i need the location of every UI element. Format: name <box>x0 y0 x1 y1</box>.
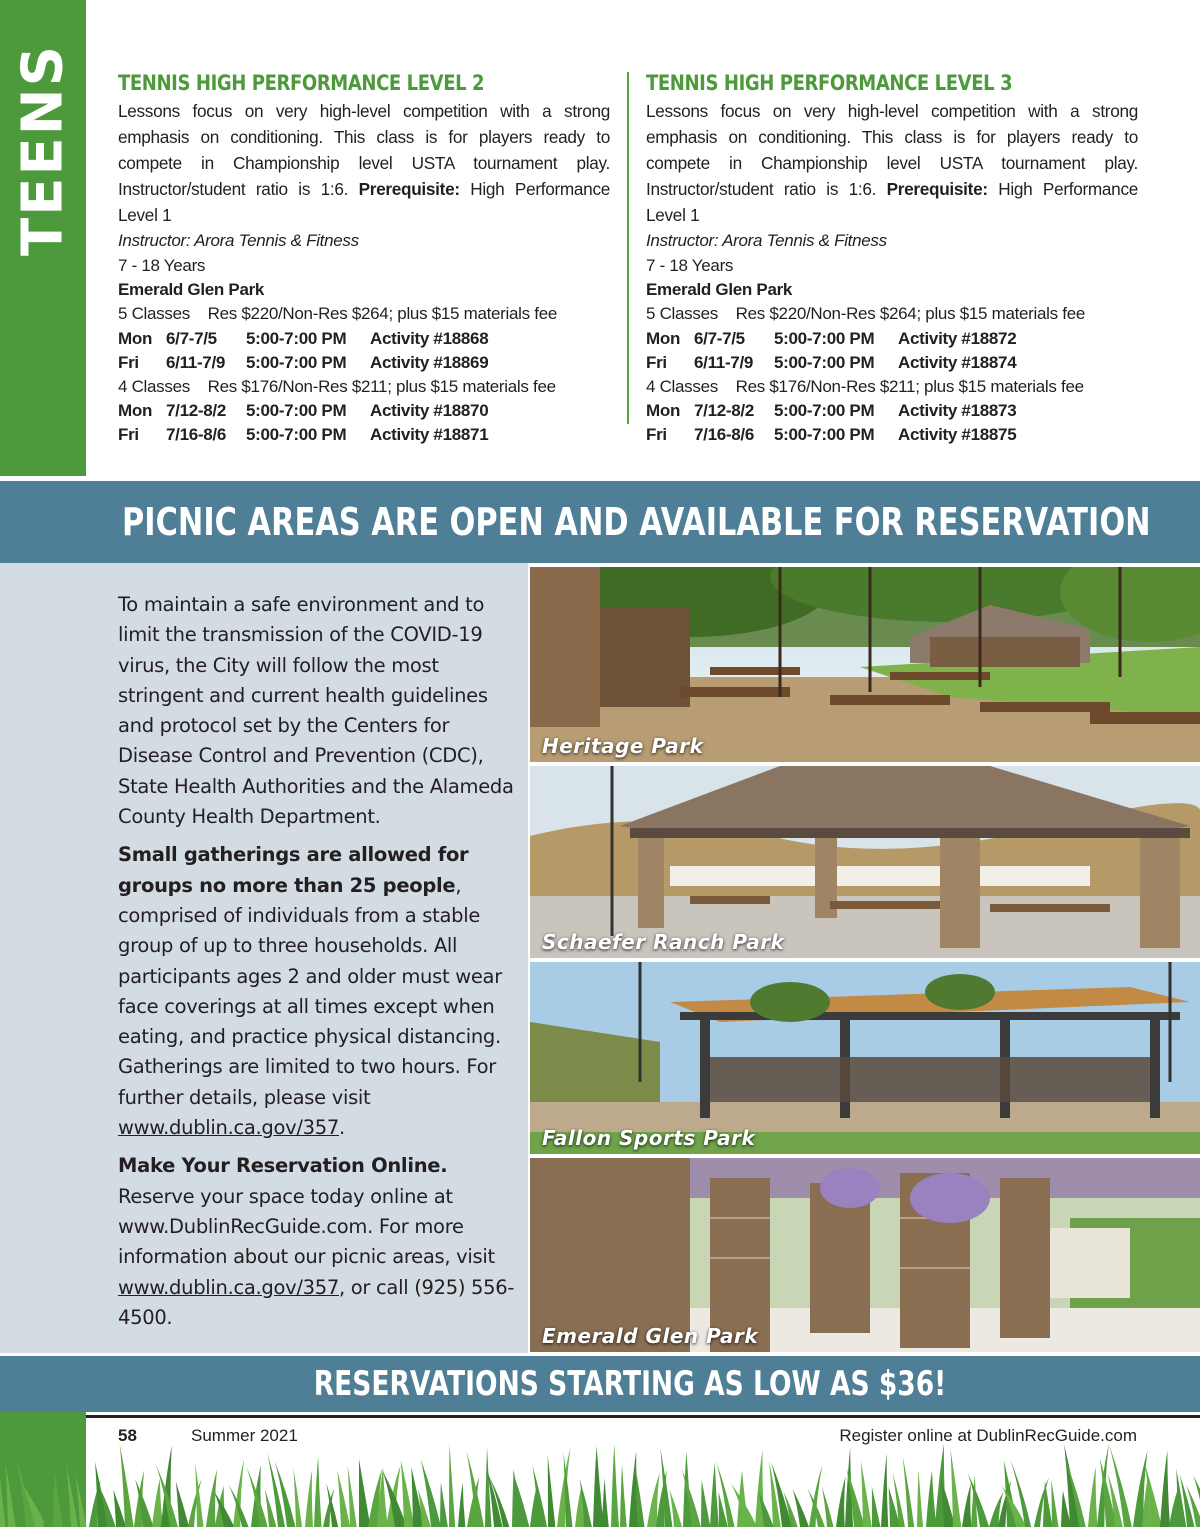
schedule-activity: Activity #18874 <box>898 352 1017 372</box>
photo-caption: Schaefer Ranch Park <box>542 930 785 954</box>
course-location: Emerald Glen Park <box>118 280 265 300</box>
schedule-time: 5:00-7:00 PM <box>774 425 875 445</box>
page-number: 58 <box>118 1426 137 1445</box>
pricing-banner-title: RESERVATIONS STARTING AS LOW AS $36! <box>313 1364 947 1404</box>
footer-register: Register online at DublinRecGuide.com <box>839 1426 1137 1445</box>
schedule-row <box>118 351 610 375</box>
schedule-activity: Activity #18872 <box>898 328 1017 348</box>
schaefer-ranch-park-photo <box>530 766 1200 958</box>
schedule-time: 5:00-7:00 PM <box>246 401 347 421</box>
schedule-row <box>646 423 1138 447</box>
course-ages: 7 - 18 Years <box>118 256 206 275</box>
safety-paragraph: To maintain a safe environment and to limit the transmission of the COVID-19 virus, the City will follow the most stringent and current health guidelines and protocol set by the Centers for Disease Control and Prevention (CDC), State Health Authorities and the Alameda County Health Department. <box>118 593 514 829</box>
footer-season: Summer 2021 <box>191 1426 298 1445</box>
banner-title: PICNIC AREAS ARE OPEN AND AVAILABLE FOR RESERVATION <box>122 500 1151 544</box>
description-text: Lessons focus on very high-level competition with a strong emphasis on conditioning. This class is for players ready to compete in Championship level USTA tournament play. Instructor/student ratio is 1:6. <box>118 101 610 199</box>
course-level-3 <box>646 68 1138 448</box>
column-divider <box>627 72 629 424</box>
schedule-activity: Activity #18869 <box>370 352 489 372</box>
course-description <box>118 98 610 228</box>
schedule-row <box>646 327 1138 351</box>
schedule-row <box>646 399 1138 423</box>
session-fee: 5 Classes Res $220/Non-Res $264; plus $15 materials fee <box>118 304 558 324</box>
course-title: TENNIS HIGH PERFORMANCE LEVEL 3 <box>646 71 1013 95</box>
schedule-row <box>118 399 610 423</box>
session-fee: 5 Classes Res $220/Non-Res $264; plus $15 materials fee <box>646 304 1086 324</box>
schedule-dates: 6/7-7/5 <box>694 328 745 348</box>
reservation-end: , or call (925) 556-4500. <box>118 1275 515 1329</box>
schedule-dates: 7/16-8/6 <box>694 425 754 445</box>
picnic-info-link[interactable]: www.dublin.ca.gov/357 <box>118 1275 339 1299</box>
prerequisite-value: High Performance Level 1 <box>646 179 1138 225</box>
gatherings-text: , comprised of individuals from a stable group of up to three households. All participants ages 2 and older must wear face coverings at all times except when eating, and practice physical distancing. Gatherings are limited to two hours. For further details, please visit <box>118 873 502 1109</box>
footer-rule <box>86 1415 1200 1418</box>
info-text <box>118 590 518 1333</box>
schedule-day: Mon <box>118 328 153 348</box>
reservation-heading-text: Make Your Reservation Online. <box>118 1154 448 1178</box>
section-tab-label: TEENS <box>10 44 76 256</box>
reservation-paragraph <box>118 1182 518 1333</box>
photo-caption: Emerald Glen Park <box>542 1324 759 1348</box>
prerequisite-value: High Performance Level 1 <box>118 179 610 225</box>
course-instructor: Instructor: Arora Tennis & Fitness <box>118 231 359 250</box>
pricing-banner <box>0 1356 1200 1412</box>
heritage-park-photo <box>530 567 1200 762</box>
schedule-row <box>118 327 610 351</box>
schedule-day: Mon <box>118 401 153 421</box>
schedule-time: 5:00-7:00 PM <box>774 328 875 348</box>
course-title: TENNIS HIGH PERFORMANCE LEVEL 2 <box>118 71 485 95</box>
schedule-activity: Activity #18873 <box>898 401 1017 421</box>
schedule-dates: 6/7-7/5 <box>166 328 217 348</box>
section-tab <box>0 0 86 476</box>
schedule-day: Fri <box>118 352 139 372</box>
course-location: Emerald Glen Park <box>646 280 793 300</box>
schedule-day: Mon <box>646 401 681 421</box>
prerequisite-label: Prerequisite: <box>886 179 988 199</box>
schedule-time: 5:00-7:00 PM <box>774 352 875 372</box>
schedule-dates: 6/11-7/9 <box>166 352 226 372</box>
session-fee: 4 Classes Res $176/Non-Res $211; plus $15 materials fee <box>118 377 556 397</box>
session-fee: 4 Classes Res $176/Non-Res $211; plus $15 materials fee <box>646 377 1084 397</box>
photo-caption: Heritage Park <box>542 734 704 758</box>
schedule-time: 5:00-7:00 PM <box>246 352 347 372</box>
schedule-row <box>118 423 610 447</box>
schedule-dates: 7/12-8/2 <box>694 401 754 421</box>
course-level-2 <box>118 68 610 448</box>
schedule-time: 5:00-7:00 PM <box>246 328 347 348</box>
course-description <box>646 98 1138 228</box>
schedule-day: Fri <box>646 352 667 372</box>
gatherings-paragraph <box>118 840 518 1143</box>
schedule-day: Mon <box>646 328 681 348</box>
schedule-activity: Activity #18875 <box>898 425 1017 445</box>
schedule-activity: Activity #18871 <box>370 425 489 445</box>
details-link[interactable]: www.dublin.ca.gov/357 <box>118 1116 339 1140</box>
gatherings-end: . <box>338 1116 345 1140</box>
grass-decoration <box>0 1440 1200 1527</box>
schedule-activity: Activity #18870 <box>370 401 489 421</box>
schedule-row <box>646 351 1138 375</box>
description-text: Lessons focus on very high-level competition with a strong emphasis on conditioning. This class is for players ready to compete in Championship level USTA tournament play. Instructor/student ratio is 1:6. <box>646 101 1138 199</box>
fallon-sports-park-photo <box>530 962 1200 1154</box>
course-instructor: Instructor: Arora Tennis & Fitness <box>646 231 887 250</box>
reservation-heading <box>118 1151 518 1181</box>
course-ages: 7 - 18 Years <box>646 256 734 275</box>
schedule-day: Fri <box>118 425 139 445</box>
schedule-activity: Activity #18868 <box>370 328 489 348</box>
gatherings-highlight: Small gatherings are allowed for groups no more than 25 people <box>118 843 469 897</box>
picnic-banner <box>0 481 1200 563</box>
schedule-dates: 6/11-7/9 <box>694 352 754 372</box>
schedule-day: Fri <box>646 425 667 445</box>
emerald-glen-park-photo <box>530 1158 1200 1352</box>
photo-caption: Fallon Sports Park <box>542 1126 756 1150</box>
reservation-text: Reserve your space today online at www.DublinRecGuide.com. For more information about our picnic areas, visit <box>118 1184 495 1269</box>
schedule-dates: 7/12-8/2 <box>166 401 226 421</box>
schedule-time: 5:00-7:00 PM <box>774 401 875 421</box>
prerequisite-label: Prerequisite: <box>358 179 460 199</box>
schedule-dates: 7/16-8/6 <box>166 425 226 445</box>
schedule-time: 5:00-7:00 PM <box>246 425 347 445</box>
